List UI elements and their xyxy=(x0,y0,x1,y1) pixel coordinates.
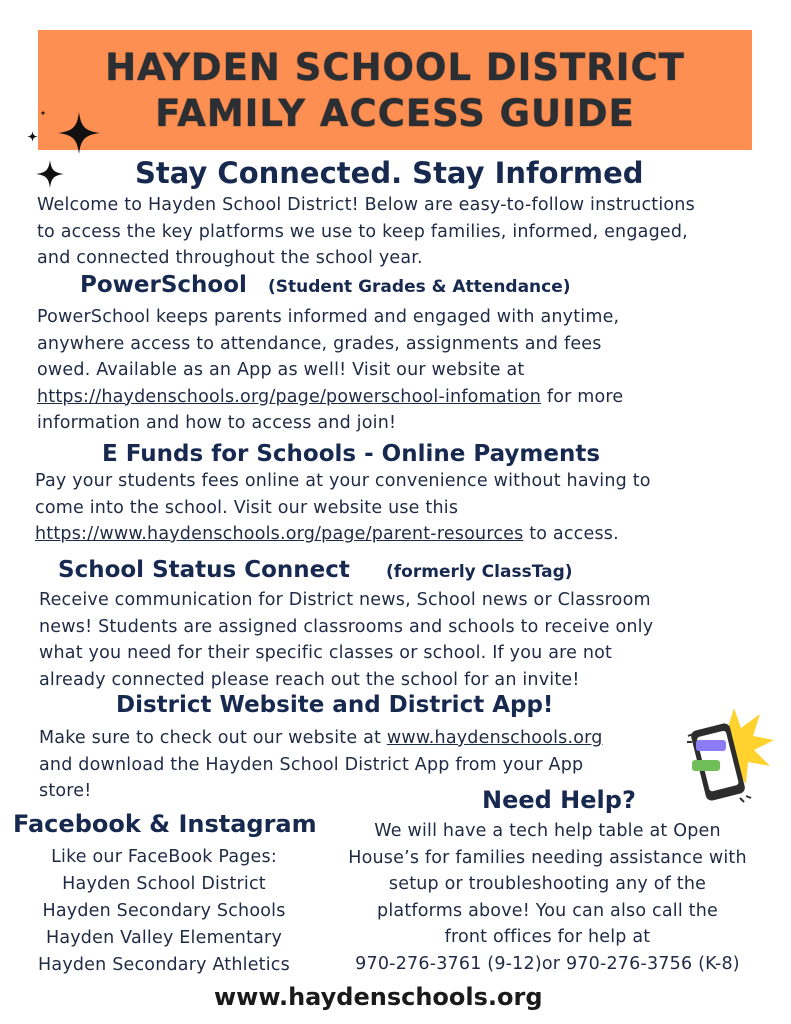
help-phone-line: 970-276-3761 (9-12)or 970-276-3756 (K-8) xyxy=(355,953,740,974)
powerschool-line: owed. Available as an App as well! Visit our website at xyxy=(37,360,525,380)
help-line: setup or troubleshooting any of the xyxy=(388,874,707,894)
status-connect-line: news! Students are assigned classrooms and schools to receive only xyxy=(39,616,654,637)
district-app-prefix: Make sure to check out our website at xyxy=(39,728,387,748)
sparkle-icon xyxy=(40,110,46,116)
sparkle-icon xyxy=(36,160,64,188)
intro-line: and connected throughout the school year. xyxy=(37,248,423,268)
social-line: Like our FaceBook Pages: xyxy=(51,847,277,867)
social-page[interactable]: Hayden School District xyxy=(62,874,266,894)
header-title-line2: FAMILY ACCESS GUIDE xyxy=(155,92,635,135)
intro-heading: Stay Connected. Stay Informed xyxy=(135,156,644,190)
powerschool-line: information and how to access and join! xyxy=(37,413,397,433)
powerschool-link[interactable]: https://haydenschools.org/page/powerschool-infomation xyxy=(37,386,542,407)
status-connect-subheading: (formerly ClassTag) xyxy=(386,562,573,582)
district-app-link-line xyxy=(39,725,603,752)
intro-text xyxy=(37,192,695,272)
district-app-line: store! xyxy=(39,781,92,801)
powerschool-text xyxy=(37,304,623,437)
social-page[interactable]: Hayden Secondary Athletics xyxy=(38,955,290,975)
status-connect-line: Receive communication for District news, School news or Classroom xyxy=(39,590,651,610)
efunds-link[interactable]: https://www.haydenschools.org/page/parent-resources xyxy=(35,524,524,544)
intro-line: to access the key platforms we use to keep families, informed, engaged, xyxy=(37,221,688,242)
powerschool-link-line xyxy=(37,384,623,411)
efunds-heading: E Funds for Schools - Online Payments xyxy=(102,441,601,467)
efunds-text xyxy=(35,468,651,548)
help-text xyxy=(320,818,775,977)
status-connect-line: what you need for their specific classes or school. If you are not xyxy=(39,643,613,663)
intro-line: Welcome to Hayden School District! Below are easy-to-follow instructions xyxy=(37,195,695,215)
social-text xyxy=(14,844,314,979)
help-line: front offices for help at xyxy=(444,927,651,947)
help-line: House’s for families needing assistance with xyxy=(348,847,747,868)
footer-url[interactable]: www.haydenschools.org xyxy=(214,983,543,1011)
efunds-line: Pay your students fees online at your convenience without having to xyxy=(35,471,651,491)
social-heading: Facebook & Instagram xyxy=(13,810,317,838)
powerschool-link-suffix: for more xyxy=(541,386,624,407)
help-heading: Need Help? xyxy=(482,786,636,814)
powerschool-heading: PowerSchool xyxy=(80,272,247,298)
status-connect-text xyxy=(39,587,653,693)
help-line: platforms above! You can also call the xyxy=(377,900,718,921)
powerschool-line: anywhere access to attendance, grades, assignments and fees xyxy=(37,333,602,354)
district-app-heading: District Website and District App! xyxy=(116,692,554,718)
district-website-link[interactable]: www.haydenschools.org xyxy=(386,728,603,748)
sparkle-icon xyxy=(27,131,38,142)
social-page[interactable]: Hayden Secondary Schools xyxy=(42,901,286,921)
status-connect-line: already connected please reach out the school for an invite! xyxy=(39,669,580,690)
social-page[interactable]: Hayden Valley Elementary xyxy=(45,928,283,948)
powerschool-line: PowerSchool keeps parents informed and engaged with anytime, xyxy=(37,307,620,327)
sparkle-icon xyxy=(58,112,100,154)
status-connect-heading: School Status Connect xyxy=(58,557,350,583)
efunds-link-suffix: to access. xyxy=(523,524,619,544)
help-line: We will have a tech help table at Open xyxy=(374,821,721,841)
header-title-line1: HAYDEN SCHOOL DISTRICT xyxy=(105,46,685,89)
phone-chat-icon xyxy=(684,706,776,806)
efunds-line: come into the school. Visit our website use this xyxy=(35,497,459,518)
district-app-line: and download the Hayden School District App from your App xyxy=(39,754,584,775)
header-banner xyxy=(38,30,752,150)
powerschool-subheading: (Student Grades & Attendance) xyxy=(268,277,571,297)
efunds-link-line xyxy=(35,521,651,548)
